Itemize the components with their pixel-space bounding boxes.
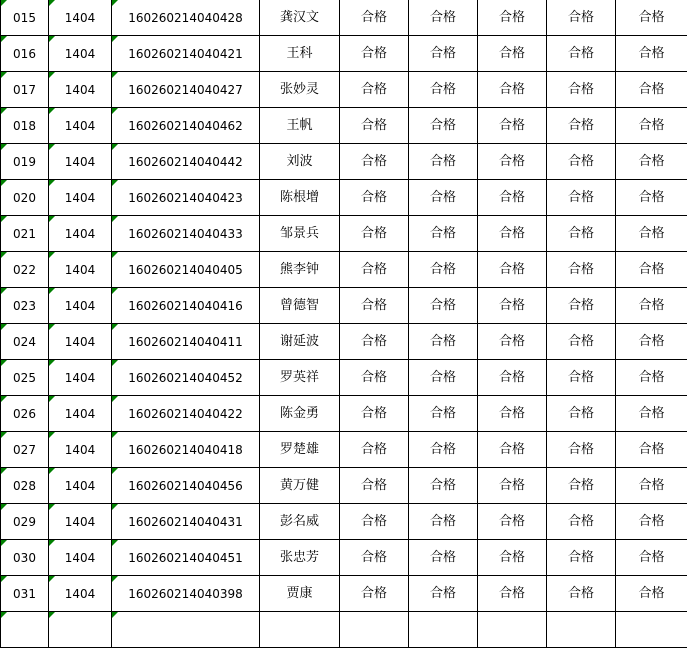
empty-cell[interactable] [1,612,49,648]
seq-cell[interactable]: 015 [1,0,49,36]
grade-cell[interactable]: 合格 [409,216,478,252]
name-cell[interactable]: 陈根增 [260,180,340,216]
student-id-cell[interactable]: 160260214040398 [112,576,260,612]
grade-cell[interactable]: 合格 [547,396,616,432]
grade-cell[interactable]: 合格 [409,576,478,612]
grade-cell[interactable]: 合格 [478,360,547,396]
class-cell[interactable]: 1404 [49,180,112,216]
grade-cell[interactable]: 合格 [547,288,616,324]
table-row [1,36,687,72]
table-row [1,144,687,180]
seq-cell[interactable]: 021 [1,216,49,252]
grade-cell[interactable]: 合格 [478,576,547,612]
name-cell[interactable]: 贾康 [260,576,340,612]
grade-cell[interactable]: 合格 [409,0,478,36]
grade-cell[interactable]: 合格 [340,144,409,180]
seq-cell[interactable]: 022 [1,252,49,288]
class-cell[interactable]: 1404 [49,360,112,396]
table-row [1,72,687,108]
table-row [1,288,687,324]
grade-cell[interactable]: 合格 [616,216,687,252]
grade-cell[interactable]: 合格 [478,72,547,108]
name-cell[interactable]: 张忠芳 [260,540,340,576]
student-id-cell[interactable]: 160260214040456 [112,468,260,504]
grade-cell[interactable]: 合格 [478,540,547,576]
name-cell[interactable]: 王科 [260,36,340,72]
empty-cell[interactable] [547,612,616,648]
class-cell[interactable]: 1404 [49,216,112,252]
seq-cell[interactable]: 031 [1,576,49,612]
grade-cell[interactable]: 合格 [340,504,409,540]
grade-cell[interactable]: 合格 [616,252,687,288]
student-id-cell[interactable]: 160260214040411 [112,324,260,360]
grade-cell[interactable]: 合格 [478,252,547,288]
name-cell[interactable]: 陈金勇 [260,396,340,432]
student-id-cell[interactable]: 160260214040431 [112,504,260,540]
name-cell[interactable]: 刘波 [260,144,340,180]
empty-cell[interactable] [478,612,547,648]
grade-cell[interactable]: 合格 [409,360,478,396]
name-cell[interactable]: 罗英祥 [260,360,340,396]
grade-cell[interactable]: 合格 [616,504,687,540]
table-row [1,504,687,540]
table-row [1,216,687,252]
table-row [1,324,687,360]
class-cell[interactable]: 1404 [49,252,112,288]
grade-cell[interactable]: 合格 [340,216,409,252]
table-row [1,252,687,288]
grade-cell[interactable]: 合格 [547,144,616,180]
student-id-cell[interactable]: 160260214040421 [112,36,260,72]
grade-cell[interactable]: 合格 [547,216,616,252]
class-cell[interactable]: 1404 [49,504,112,540]
grade-cell[interactable]: 合格 [340,576,409,612]
grade-cell[interactable]: 合格 [547,576,616,612]
grade-cell[interactable]: 合格 [616,540,687,576]
grade-cell[interactable]: 合格 [616,468,687,504]
grade-cell[interactable]: 合格 [547,72,616,108]
class-cell[interactable]: 1404 [49,468,112,504]
table-row-partial [1,612,687,648]
seq-cell[interactable]: 024 [1,324,49,360]
grade-cell[interactable]: 合格 [340,0,409,36]
grade-cell[interactable]: 合格 [547,324,616,360]
student-id-cell[interactable]: 160260214040422 [112,396,260,432]
seq-cell[interactable]: 019 [1,144,49,180]
grade-cell[interactable]: 合格 [478,180,547,216]
seq-cell[interactable]: 030 [1,540,49,576]
grade-cell[interactable]: 合格 [616,180,687,216]
grade-cell[interactable]: 合格 [616,360,687,396]
grade-cell[interactable]: 合格 [478,144,547,180]
grade-cell[interactable]: 合格 [547,468,616,504]
grade-cell[interactable]: 合格 [616,324,687,360]
student-id-cell[interactable]: 160260214040451 [112,540,260,576]
grade-cell[interactable]: 合格 [340,288,409,324]
class-cell[interactable]: 1404 [49,396,112,432]
grade-cell[interactable]: 合格 [547,360,616,396]
class-cell[interactable]: 1404 [49,144,112,180]
empty-cell[interactable] [616,612,687,648]
grade-cell[interactable]: 合格 [409,540,478,576]
grade-cell[interactable]: 合格 [547,180,616,216]
student-id-cell[interactable]: 160260214040452 [112,360,260,396]
grade-cell[interactable]: 合格 [547,0,616,36]
class-cell[interactable]: 1404 [49,576,112,612]
name-cell[interactable]: 彭名威 [260,504,340,540]
grade-cell[interactable]: 合格 [409,252,478,288]
grade-cell[interactable]: 合格 [409,468,478,504]
grade-cell[interactable]: 合格 [616,396,687,432]
grade-cell[interactable]: 合格 [547,36,616,72]
table-body [1,0,687,648]
grade-cell[interactable]: 合格 [340,72,409,108]
class-cell[interactable]: 1404 [49,324,112,360]
grade-cell[interactable]: 合格 [616,144,687,180]
student-id-cell[interactable]: 160260214040423 [112,180,260,216]
name-cell[interactable]: 曾德智 [260,288,340,324]
grade-cell[interactable]: 合格 [478,108,547,144]
grade-cell[interactable]: 合格 [340,108,409,144]
empty-cell[interactable] [49,612,112,648]
grade-cell[interactable]: 合格 [409,432,478,468]
grade-cell[interactable]: 合格 [340,324,409,360]
table-row [1,468,687,504]
empty-cell[interactable] [112,612,260,648]
class-cell[interactable]: 1404 [49,72,112,108]
grade-cell[interactable]: 合格 [340,360,409,396]
name-cell[interactable]: 王帆 [260,108,340,144]
seq-cell[interactable]: 029 [1,504,49,540]
grade-cell[interactable]: 合格 [616,288,687,324]
grade-cell[interactable]: 合格 [409,504,478,540]
grade-cell[interactable]: 合格 [547,252,616,288]
seq-cell[interactable]: 028 [1,468,49,504]
class-cell[interactable]: 1404 [49,288,112,324]
student-id-cell[interactable]: 160260214040416 [112,288,260,324]
name-cell[interactable]: 黄万健 [260,468,340,504]
grade-cell[interactable]: 合格 [616,36,687,72]
grade-cell[interactable]: 合格 [478,36,547,72]
name-cell[interactable]: 熊李钟 [260,252,340,288]
seq-cell[interactable]: 018 [1,108,49,144]
table-row [1,396,687,432]
grade-cell[interactable]: 合格 [340,432,409,468]
empty-cell[interactable] [409,612,478,648]
grade-cell[interactable]: 合格 [616,108,687,144]
grade-cell[interactable]: 合格 [340,180,409,216]
grade-cell[interactable]: 合格 [409,72,478,108]
table-row [1,360,687,396]
class-cell[interactable]: 1404 [49,0,112,36]
grade-cell[interactable]: 合格 [616,576,687,612]
grade-cell[interactable]: 合格 [340,252,409,288]
class-cell[interactable]: 1404 [49,36,112,72]
grade-cell[interactable]: 合格 [616,432,687,468]
grade-cell[interactable]: 合格 [478,0,547,36]
grade-cell[interactable]: 合格 [340,468,409,504]
seq-cell[interactable]: 025 [1,360,49,396]
grade-cell[interactable]: 合格 [478,396,547,432]
grade-cell[interactable]: 合格 [478,432,547,468]
seq-cell[interactable]: 016 [1,36,49,72]
grade-cell[interactable]: 合格 [409,180,478,216]
seq-cell[interactable]: 023 [1,288,49,324]
grade-cell[interactable]: 合格 [409,324,478,360]
grade-cell[interactable]: 合格 [478,216,547,252]
grade-cell[interactable]: 合格 [340,36,409,72]
empty-cell[interactable] [340,612,409,648]
student-id-cell[interactable]: 160260214040418 [112,432,260,468]
grade-cell[interactable]: 合格 [616,0,687,36]
grade-cell[interactable]: 合格 [340,540,409,576]
seq-cell[interactable]: 017 [1,72,49,108]
grade-cell[interactable]: 合格 [478,468,547,504]
class-cell[interactable]: 1404 [49,432,112,468]
grade-cell[interactable]: 合格 [478,324,547,360]
grade-cell[interactable]: 合格 [409,144,478,180]
student-id-cell[interactable]: 160260214040405 [112,252,260,288]
grade-cell[interactable]: 合格 [340,396,409,432]
student-id-cell[interactable]: 160260214040428 [112,0,260,36]
grade-cell[interactable]: 合格 [616,72,687,108]
name-cell[interactable]: 龚汉文 [260,0,340,36]
table-row [1,0,687,36]
class-cell[interactable]: 1404 [49,108,112,144]
grade-cell[interactable]: 合格 [547,108,616,144]
seq-cell[interactable]: 026 [1,396,49,432]
grade-cell[interactable]: 合格 [409,396,478,432]
grade-cell[interactable]: 合格 [478,288,547,324]
seq-cell[interactable]: 027 [1,432,49,468]
name-cell[interactable]: 张妙灵 [260,72,340,108]
student-id-cell[interactable]: 160260214040427 [112,72,260,108]
table-row [1,540,687,576]
grade-cell[interactable]: 合格 [547,504,616,540]
student-id-cell[interactable]: 160260214040433 [112,216,260,252]
grade-cell[interactable]: 合格 [547,432,616,468]
student-id-cell[interactable]: 160260214040462 [112,108,260,144]
name-cell[interactable]: 罗楚雄 [260,432,340,468]
class-cell[interactable]: 1404 [49,540,112,576]
grade-cell[interactable]: 合格 [478,504,547,540]
name-cell[interactable]: 谢延波 [260,324,340,360]
grade-cell[interactable]: 合格 [409,36,478,72]
table-row [1,576,687,612]
table-row [1,180,687,216]
seq-cell[interactable]: 020 [1,180,49,216]
grade-cell[interactable]: 合格 [409,288,478,324]
student-id-cell[interactable]: 160260214040442 [112,144,260,180]
grade-cell[interactable]: 合格 [547,540,616,576]
table-row [1,108,687,144]
grade-cell[interactable]: 合格 [409,108,478,144]
name-cell[interactable]: 邹景兵 [260,216,340,252]
empty-cell[interactable] [260,612,340,648]
table-row [1,432,687,468]
